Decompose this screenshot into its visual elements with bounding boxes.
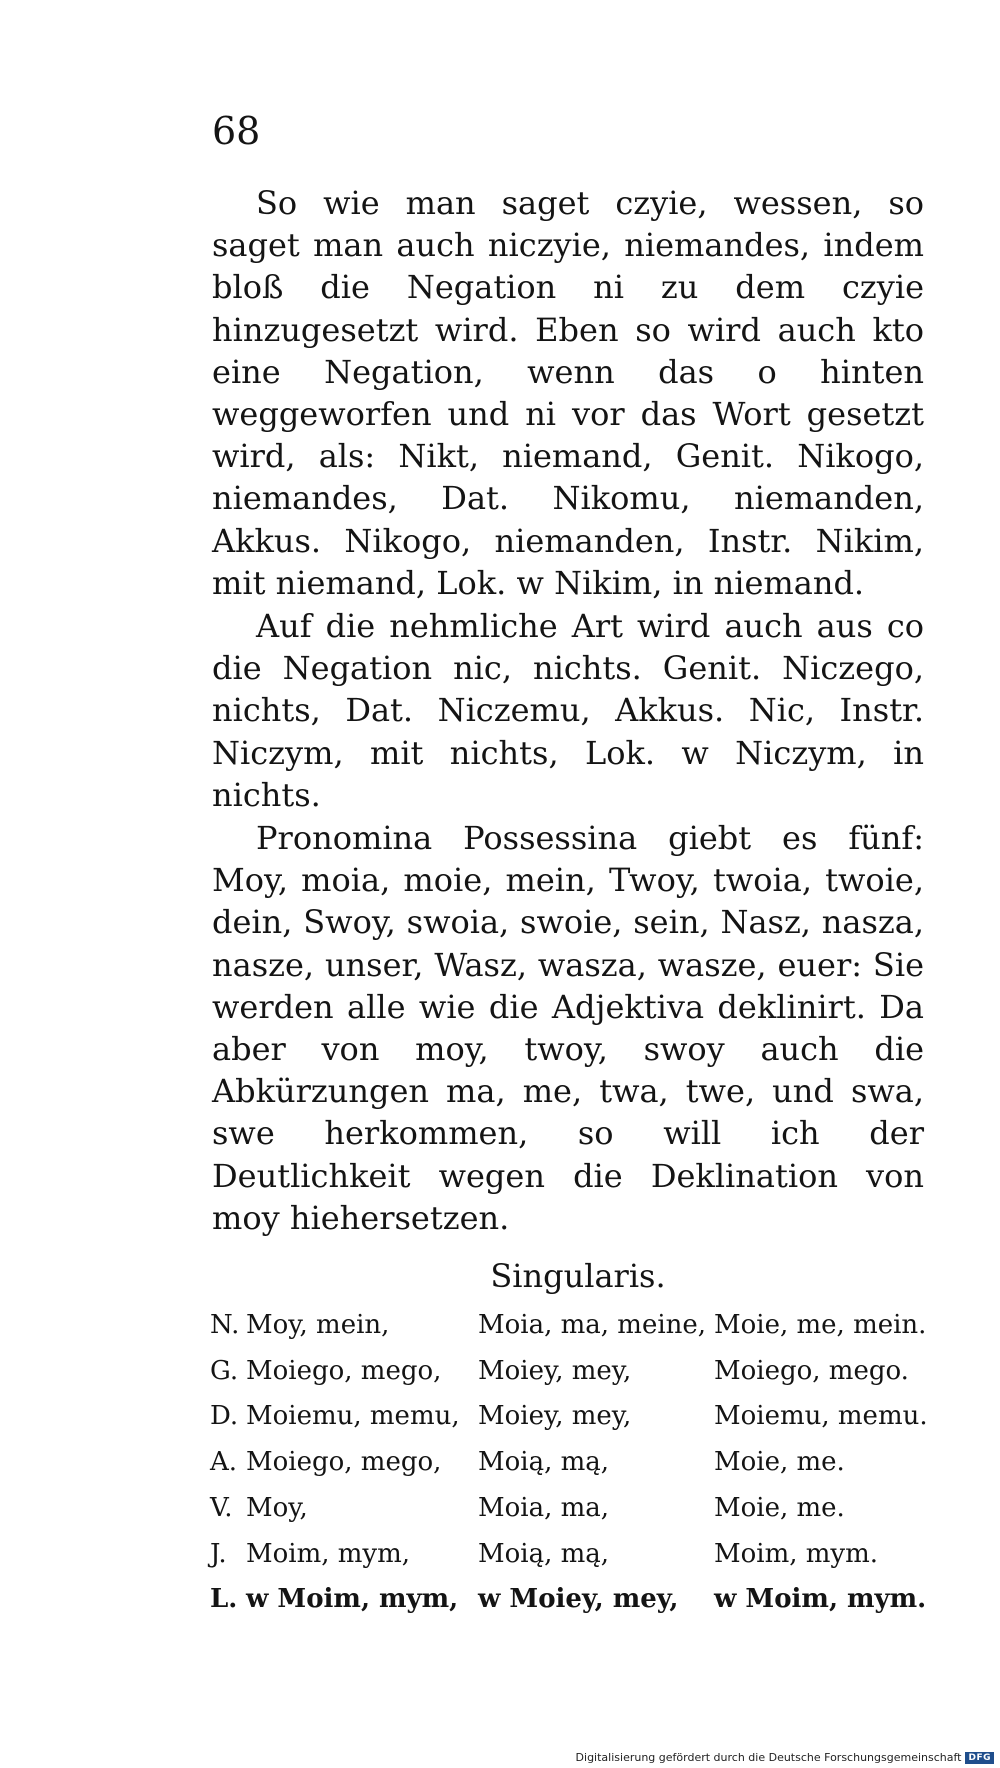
table-row — [210, 1577, 928, 1623]
footer-credit: Digitalisierung gefördert durch die Deutsche Forschungsgemeinschaft — [575, 1751, 962, 1764]
case-label: J. — [210, 1538, 227, 1569]
feminine-form: Moią, mą, — [478, 1538, 610, 1569]
paragraph-2: Auf die nehmliche Art wird auch aus co die Negation nic, nichts. Genit. Niczego, nichts, Dat. Niczemu, Akkus. Nic, Instr. Niczym, mit nichts, Lok. w Niczym, in nichts. — [212, 607, 924, 814]
feminine-form: Moia, ma, — [478, 1492, 610, 1523]
neuter-form: Moie, me. — [714, 1492, 845, 1523]
masculine-form: Moiego, mego, — [246, 1447, 442, 1478]
case-label: D. — [210, 1401, 239, 1432]
neuter-form: w Moim, mym. — [714, 1584, 927, 1615]
feminine-form: Moiey, mey, — [478, 1355, 632, 1386]
neuter-form: Moie, me, mein. — [714, 1310, 927, 1341]
masculine-form: w Moim, mym, — [246, 1584, 459, 1615]
paragraph-3: Pronomina Possessina giebt es fünf: Moy, moia, moie, mein, Twoy, twoia, twoie, dein, Swoy, swoia, swoie, sein, Nasz, nasza, nasze, unser, Wasz, wasza, wasze, euer: Sie werden alle wie die Adjektiva deklinirt. Da aber von moy, twoy, swoy auch die Abkürzungen ma, me, twa, twe, und swa, swe herkommen, so will ich der Deutlichkeit wegen die Deklination von moy hiehersetzen. — [212, 819, 924, 1237]
masculine-form: Moim, mym, — [246, 1538, 411, 1569]
case-label: L. — [210, 1584, 238, 1615]
paragraph-1: So wie man saget czyie, wessen, so saget man auch niczyie, niemandes, indem bloß die Negation ni zu dem czyie hinzugesetzt wird. Eben so wird auch kto eine Negation, wenn das o hinten weggeworfen und ni vor das Wort gesetzt wird, als: Nikt, niemand, Genit. Nikogo, niemandes, Dat. Nikomu, niemanden, Akkus. Nikogo, niemanden, Instr. Nikim, mit niemand, Lok. w Nikim, in niemand. — [212, 184, 924, 602]
declension-table — [210, 1303, 928, 1623]
section-heading: Singularis. — [490, 1257, 666, 1296]
table-row — [210, 1303, 928, 1349]
table-row — [210, 1349, 928, 1395]
masculine-form: Moiemu, memu, — [246, 1401, 460, 1432]
case-label: G. — [210, 1355, 239, 1386]
masculine-form: Moy, mein, — [246, 1310, 390, 1341]
feminine-form: Moiey, mey, — [478, 1401, 632, 1432]
table-row — [210, 1394, 928, 1440]
neuter-form: Moie, me. — [714, 1447, 845, 1478]
neuter-form: Moiemu, memu. — [714, 1401, 928, 1432]
table-row — [210, 1440, 928, 1486]
masculine-form: Moiego, mego, — [246, 1355, 442, 1386]
text-block — [210, 182, 928, 1623]
feminine-form: w Moiey, mey, — [478, 1584, 679, 1615]
case-label: A. — [210, 1447, 238, 1478]
footer — [576, 1751, 994, 1764]
table-row — [210, 1532, 928, 1578]
neuter-form: Moiego, mego. — [714, 1355, 909, 1386]
feminine-form: Moia, ma, meine, — [478, 1310, 707, 1341]
case-label: V. — [210, 1492, 233, 1523]
masculine-form: Moy, — [246, 1492, 308, 1523]
case-label: N. — [210, 1310, 240, 1341]
table-row — [210, 1486, 928, 1532]
feminine-form: Moią, mą, — [478, 1447, 610, 1478]
dfg-logo: DFG — [965, 1752, 994, 1764]
neuter-form: Moim, mym. — [714, 1538, 879, 1569]
page-number: 68 — [212, 109, 261, 153]
